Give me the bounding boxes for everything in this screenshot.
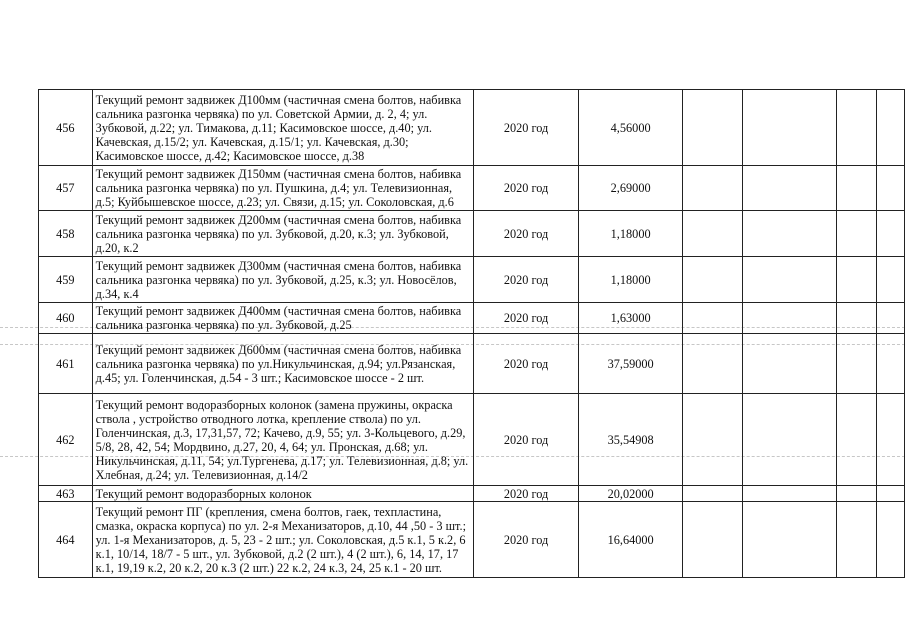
empty-cell xyxy=(837,334,876,394)
table-row xyxy=(39,394,905,486)
empty-cell xyxy=(837,257,876,303)
table-row xyxy=(39,303,905,334)
amount-cell: 4,56000 xyxy=(579,90,683,166)
empty-cell xyxy=(682,486,742,502)
year-cell: 2020 год xyxy=(473,334,579,394)
empty-cell xyxy=(742,502,837,578)
empty-cell xyxy=(742,166,837,211)
empty-cell xyxy=(876,90,904,166)
row-number: 459 xyxy=(39,257,93,303)
row-number: 464 xyxy=(39,502,93,578)
amount-cell: 1,18000 xyxy=(579,257,683,303)
row-number: 463 xyxy=(39,486,93,502)
row-number: 457 xyxy=(39,166,93,211)
empty-cell xyxy=(837,502,876,578)
empty-cell xyxy=(837,486,876,502)
year-cell: 2020 год xyxy=(473,502,579,578)
empty-cell xyxy=(682,394,742,486)
empty-cell xyxy=(837,211,876,257)
empty-cell xyxy=(876,257,904,303)
row-number: 462 xyxy=(39,394,93,486)
empty-cell xyxy=(837,90,876,166)
work-description: Текущий ремонт водоразборных колонок (замена пружины, окраска ствола , устройство отводного лотка, крепление ствола) по ул. Голенчинская, д.3, 17,31,57, 72; Качево, д.9, 55; ул. 3-Кольцевого, д.29, 5/8, 28, 42, 54; Мордвино, д.27, 20, 4, 64; ул. Пронская, д.68; ул. Никульчинская, д.11, 54; ул.Тургенева, д.17; ул. Телевизионная, д.8; ул. Хлебная, д.24; ул. Телевизионная, д.14/2 xyxy=(92,394,473,486)
year-cell: 2020 год xyxy=(473,303,579,334)
works-table xyxy=(38,89,905,578)
work-description: Текущий ремонт задвижек Д300мм (частичная смена болтов, набивка сальника разгонка червяка) по ул. Зубковой, д.25, к.3; ул. Новосёлов, д.34, к.4 xyxy=(92,257,473,303)
amount-cell: 20,02000 xyxy=(579,486,683,502)
table-row xyxy=(39,211,905,257)
row-number: 458 xyxy=(39,211,93,257)
year-cell: 2020 год xyxy=(473,257,579,303)
empty-cell xyxy=(682,334,742,394)
empty-cell xyxy=(837,166,876,211)
amount-cell: 35,54908 xyxy=(579,394,683,486)
empty-cell xyxy=(682,90,742,166)
table-row xyxy=(39,90,905,166)
table-row xyxy=(39,166,905,211)
empty-cell xyxy=(742,90,837,166)
empty-cell xyxy=(837,394,876,486)
empty-cell xyxy=(876,502,904,578)
work-description: Текущий ремонт задвижек Д400мм (частичная смена болтов, набивка сальника разгонка червяка) по ул. Зубковой, д.25 xyxy=(92,303,473,334)
year-cell: 2020 год xyxy=(473,90,579,166)
amount-cell: 37,59000 xyxy=(579,334,683,394)
empty-cell xyxy=(682,166,742,211)
empty-cell xyxy=(876,211,904,257)
empty-cell xyxy=(682,303,742,334)
year-cell: 2020 год xyxy=(473,486,579,502)
amount-cell: 1,18000 xyxy=(579,211,683,257)
work-description: Текущий ремонт задвижек Д100мм (частичная смена болтов, набивка сальника разгонка червяка) по ул. Советской Армии, д. 2, 4; ул. Зубковой, д.22; ул. Тимакова, д.11; Касимовское шоссе, д.40; ул. Качевская, д.15/2; ул. Качевская, д.15/1; ул. Качевская, д.30; Касимовское шоссе, д.42; Касимовское шоссе, д.38 xyxy=(92,90,473,166)
empty-cell xyxy=(876,303,904,334)
table-row xyxy=(39,257,905,303)
year-cell: 2020 год xyxy=(473,211,579,257)
amount-cell: 2,69000 xyxy=(579,166,683,211)
work-description: Текущий ремонт задвижек Д150мм (частичная смена болтов, набивка сальника разгонка червяка) по ул. Пушкина, д.4; ул. Телевизионная, д.5; Куйбышевское шоссе, д.23; ул. Связи, д.15; ул. Соколовская, д.6 xyxy=(92,166,473,211)
empty-cell xyxy=(742,334,837,394)
empty-cell xyxy=(742,486,837,502)
row-number: 460 xyxy=(39,303,93,334)
work-description: Текущий ремонт ПГ (крепления, смена болтов, гаек, техпластина, смазка, окраска корпуса) по ул. 2-я Механизаторов, д.10, 44 ,50 - 3 шт.; ул. 1-я Механизаторов, д. 5, 23 - 2 шт.; ул. Соколовская, д.5 к.1, 5 к.2, 6 к.1, 10/14, 18/7 - 5 шт., ул. Зубковой, д.2 (2 шт.), 4 (2 шт.), 6, 14, 17, 17 к.1, 19,19 к.2, 20 к.2, 20 к.3 (2 шт.) 22 к.2, 24 к.3, 24, 25 к.1 - 20 шт. xyxy=(92,502,473,578)
empty-cell xyxy=(742,303,837,334)
empty-cell xyxy=(742,257,837,303)
year-cell: 2020 год xyxy=(473,166,579,211)
table-row xyxy=(39,502,905,578)
row-number: 461 xyxy=(39,334,93,394)
amount-cell: 16,64000 xyxy=(579,502,683,578)
empty-cell xyxy=(682,211,742,257)
table-row xyxy=(39,486,905,502)
empty-cell xyxy=(876,486,904,502)
table-row xyxy=(39,334,905,394)
empty-cell xyxy=(682,502,742,578)
work-description: Текущий ремонт водоразборных колонок xyxy=(92,486,473,502)
empty-cell xyxy=(876,166,904,211)
empty-cell xyxy=(682,257,742,303)
work-description: Текущий ремонт задвижек Д200мм (частичная смена болтов, набивка сальника разгонка червяка) по ул. Зубковой, д.20, к.3; ул. Зубковой, д.20, к.2 xyxy=(92,211,473,257)
empty-cell xyxy=(876,394,904,486)
empty-cell xyxy=(837,303,876,334)
row-number: 456 xyxy=(39,90,93,166)
work-description: Текущий ремонт задвижек Д600мм (частичная смена болтов, набивка сальника разгонка червяка) по ул.Никульчинская, д.94; ул.Рязанская, д.45; ул. Голенчинская, д.54 - 3 шт.; Касимовское шоссе - 2 шт. xyxy=(92,334,473,394)
amount-cell: 1,63000 xyxy=(579,303,683,334)
empty-cell xyxy=(876,334,904,394)
year-cell: 2020 год xyxy=(473,394,579,486)
empty-cell xyxy=(742,394,837,486)
empty-cell xyxy=(742,211,837,257)
